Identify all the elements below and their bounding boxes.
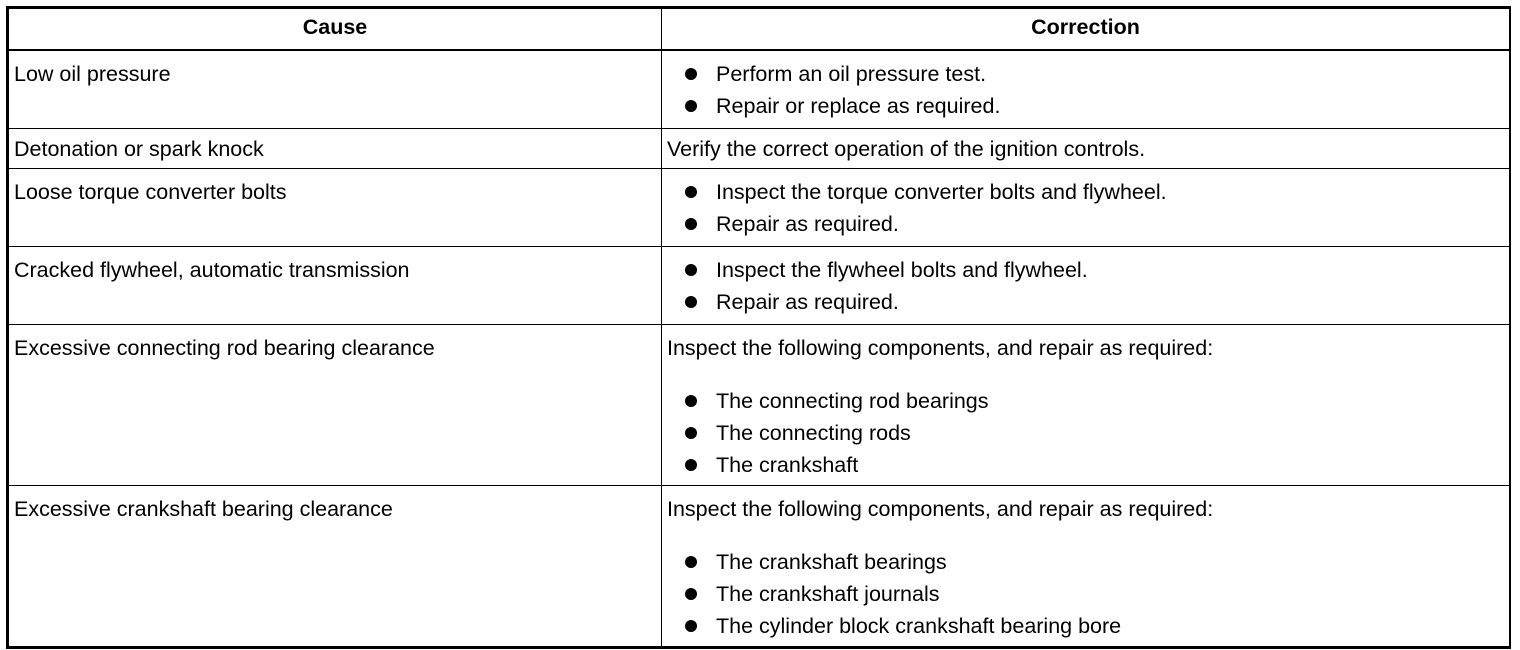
correction-list bbox=[667, 546, 1505, 642]
diagnostic-table-container bbox=[6, 6, 1511, 649]
bullet-icon bbox=[685, 296, 697, 308]
list-item bbox=[667, 417, 1505, 449]
list-item bbox=[667, 90, 1505, 122]
table-row bbox=[9, 169, 1510, 247]
bullet-icon bbox=[685, 100, 697, 112]
table-row bbox=[9, 486, 1510, 647]
correction-cell bbox=[662, 486, 1510, 647]
correction-list bbox=[667, 254, 1505, 318]
header-correction: Correction bbox=[662, 9, 1510, 51]
correction-cell bbox=[662, 169, 1510, 247]
correction-cell bbox=[662, 50, 1510, 129]
correction-list bbox=[667, 58, 1505, 122]
list-item bbox=[667, 546, 1505, 578]
cause-cell: Low oil pressure bbox=[9, 50, 662, 129]
bullet-icon bbox=[685, 264, 697, 276]
correction-list bbox=[667, 176, 1505, 240]
bullet-icon bbox=[685, 427, 697, 439]
cause-cell: Loose torque converter bolts bbox=[9, 169, 662, 247]
list-item-text: Perform an oil pressure test. bbox=[716, 62, 987, 86]
bullet-icon bbox=[685, 395, 697, 407]
table-row bbox=[9, 129, 1510, 169]
correction-list bbox=[667, 385, 1505, 481]
list-item bbox=[667, 385, 1505, 417]
list-item-text: The crankshaft bbox=[716, 453, 859, 477]
correction-text: Inspect the following components, and repair as required: bbox=[667, 497, 1214, 521]
list-item-text: Repair as required. bbox=[716, 212, 899, 236]
cause-cell: Detonation or spark knock bbox=[9, 129, 662, 169]
bullet-icon bbox=[685, 588, 697, 600]
list-item-text: The connecting rod bearings bbox=[716, 389, 989, 413]
correction-text: Verify the correct operation of the ignition controls. bbox=[667, 137, 1146, 161]
list-item bbox=[667, 254, 1505, 286]
bullet-icon bbox=[685, 556, 697, 568]
bullet-icon bbox=[685, 459, 697, 471]
table-row bbox=[9, 325, 1510, 486]
correction-text: Inspect the following components, and repair as required: bbox=[667, 336, 1214, 360]
cause-cell: Excessive connecting rod bearing clearance bbox=[9, 325, 662, 486]
cause-cell: Cracked flywheel, automatic transmission bbox=[9, 247, 662, 325]
list-item-text: Inspect the flywheel bolts and flywheel. bbox=[716, 258, 1088, 282]
bullet-icon bbox=[685, 186, 697, 198]
list-item bbox=[667, 286, 1505, 318]
list-item-text: Repair or replace as required. bbox=[716, 94, 1001, 118]
header-cause: Cause bbox=[9, 9, 662, 51]
table-row bbox=[9, 247, 1510, 325]
list-item-text: The cylinder block crankshaft bearing bore bbox=[716, 614, 1122, 638]
list-item bbox=[667, 449, 1505, 481]
list-item bbox=[667, 610, 1505, 642]
list-item bbox=[667, 176, 1505, 208]
list-item bbox=[667, 578, 1505, 610]
list-item-text: The crankshaft journals bbox=[716, 582, 940, 606]
list-item-text: Repair as required. bbox=[716, 290, 899, 314]
list-item-text: Inspect the torque converter bolts and flywheel. bbox=[716, 180, 1167, 204]
cause-cell: Excessive crankshaft bearing clearance bbox=[9, 486, 662, 647]
correction-cell bbox=[662, 325, 1510, 486]
list-item bbox=[667, 58, 1505, 90]
correction-cell bbox=[662, 129, 1510, 169]
table-header-row bbox=[9, 9, 1510, 51]
diagnostic-table bbox=[8, 8, 1510, 647]
list-item-text: The connecting rods bbox=[716, 421, 911, 445]
bullet-icon bbox=[685, 68, 697, 80]
correction-cell bbox=[662, 247, 1510, 325]
list-item-text: The crankshaft bearings bbox=[716, 550, 947, 574]
list-item bbox=[667, 208, 1505, 240]
table-row bbox=[9, 50, 1510, 129]
bullet-icon bbox=[685, 620, 697, 632]
bullet-icon bbox=[685, 218, 697, 230]
